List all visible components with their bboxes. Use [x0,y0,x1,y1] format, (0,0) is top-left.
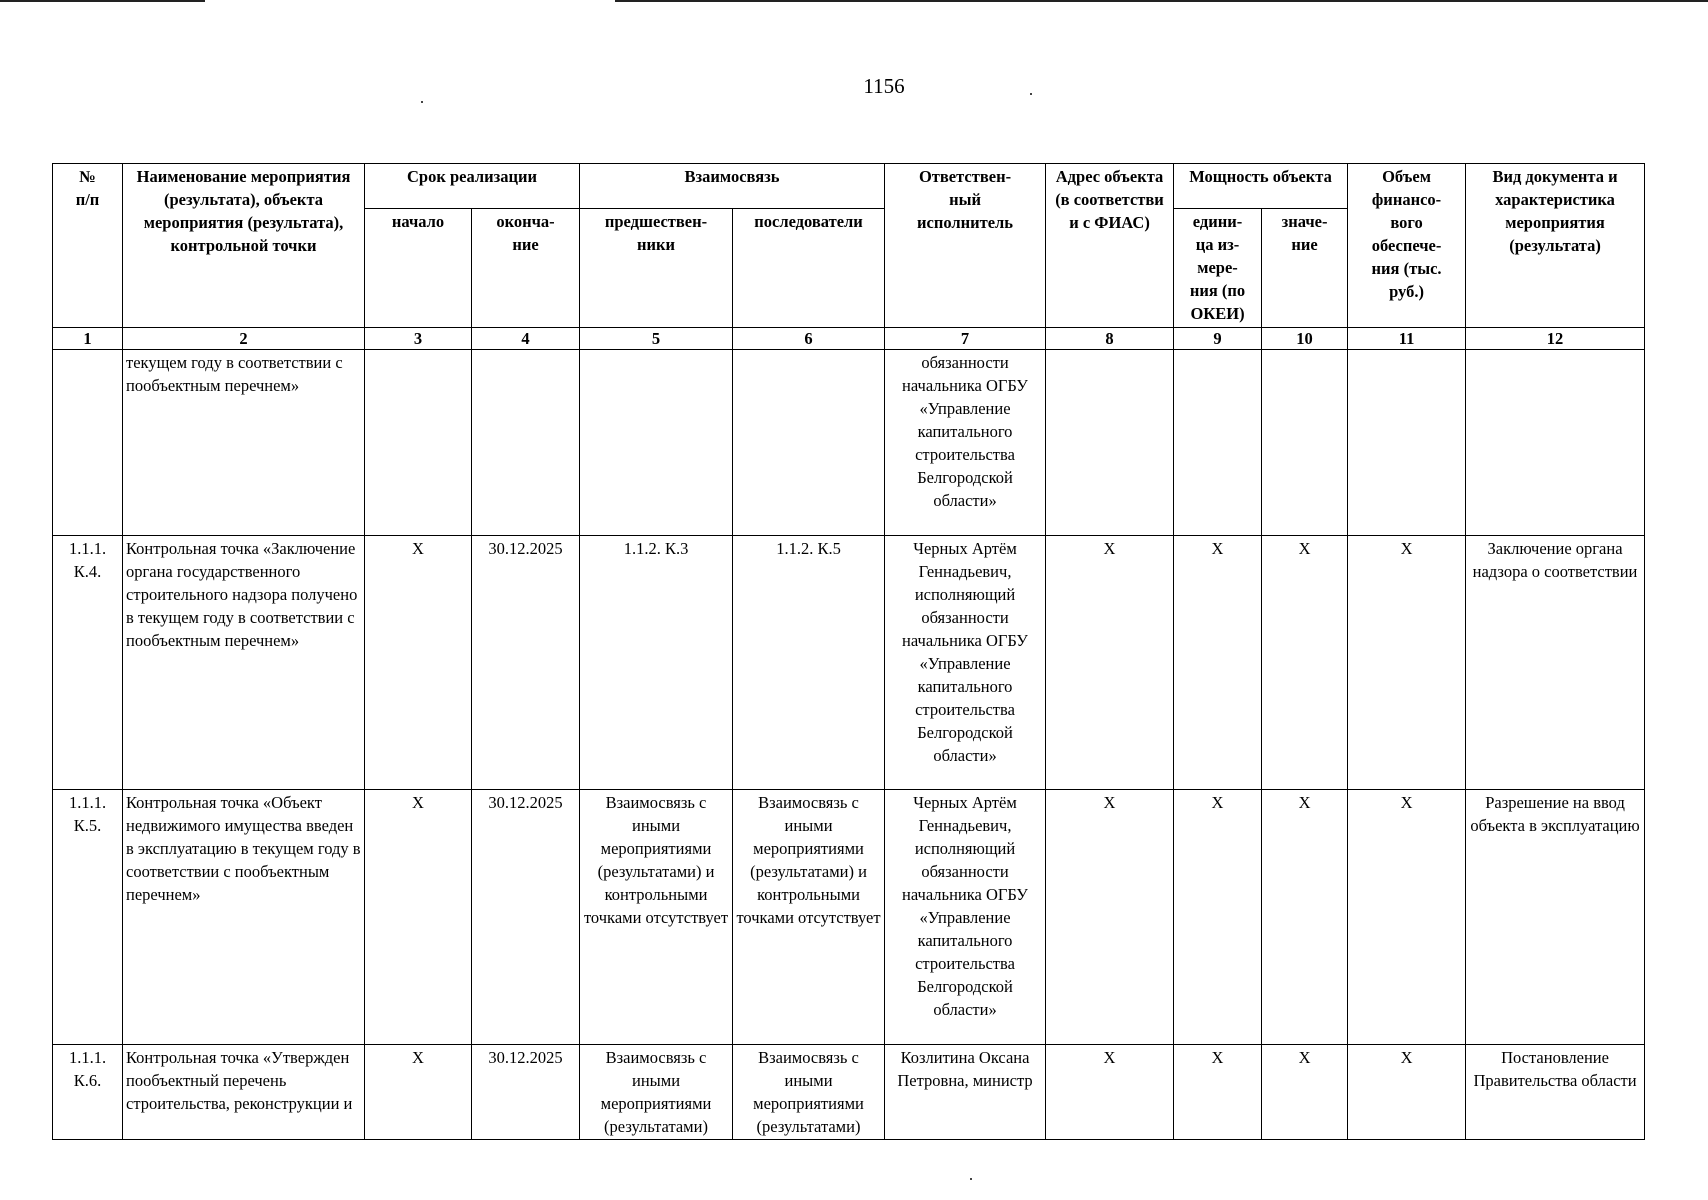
table-row [53,536,1645,790]
header-link-next: последователи [733,209,885,328]
col-number: 11 [1348,328,1466,350]
col-number: 5 [580,328,733,350]
row-number: 1.1.1. К.5. [53,790,123,1045]
header-term-start: начало [365,209,472,328]
row-value: X [1262,790,1348,1045]
table-row [53,790,1645,1045]
row-responsible: Козлитина Оксана Петровна, министр [885,1045,1046,1140]
row-name: Контрольная точка «Заключение органа государственного строительного надзора получено в текущем году в соответствии с пообъектным перечнем» [123,536,365,790]
row-next: Взаимосвязь с иными мероприятиями (результатами) [733,1045,885,1140]
col-number: 8 [1046,328,1174,350]
col-number: 2 [123,328,365,350]
row-name: Контрольная точка «Утвержден пообъектный перечень строительства, реконструкции и [123,1045,365,1140]
row-prev: Взаимосвязь с иными мероприятиями (результатами) [580,1045,733,1140]
row-number [53,350,123,536]
col-number: 4 [472,328,580,350]
row-address [1046,350,1174,536]
row-prev [580,350,733,536]
row-finance [1348,350,1466,536]
scan-edge-line-left [0,0,205,2]
header-name: Наименование мероприятия (результата), объекта мероприятия (результата), контрольной точки [123,164,365,328]
plan-table [52,163,1645,1140]
row-next: 1.1.2. К.5 [733,536,885,790]
row-responsible: обязанности начальника ОГБУ «Управление капитального строительства Белгородской области» [885,350,1046,536]
header-link-prev: предшествен- ники [580,209,733,328]
row-unit [1174,350,1262,536]
col-number: 1 [53,328,123,350]
row-start: X [365,1045,472,1140]
row-responsible: Черных Артём Геннадьевич, исполняющий обязанности начальника ОГБУ «Управление капитального строительства Белгородской области» [885,790,1046,1045]
row-doc: Заключение органа надзора о соответствии [1466,536,1645,790]
table-row [53,1045,1645,1140]
col-number: 10 [1262,328,1348,350]
header-num: № п/п [53,164,123,328]
row-start: X [365,536,472,790]
row-next: Взаимосвязь с иными мероприятиями (результатами) и контрольными точками отсутствует [733,790,885,1045]
header-term: Срок реализации [365,164,580,209]
row-name: текущем году в соответствии с пообъектным перечнем» [123,350,365,536]
row-address: X [1046,1045,1174,1140]
row-address: X [1046,790,1174,1045]
row-start [365,350,472,536]
row-value: X [1262,536,1348,790]
scan-speck [970,1178,972,1180]
col-number: 6 [733,328,885,350]
row-name: Контрольная точка «Объект недвижимого имущества введен в эксплуатацию в текущем году в соответствии с пообъектным перечнем» [123,790,365,1045]
row-address: X [1046,536,1174,790]
row-finance: X [1348,1045,1466,1140]
row-unit: X [1174,1045,1262,1140]
row-number: 1.1.1. К.6. [53,1045,123,1140]
header-capacity-value: значе- ние [1262,209,1348,328]
row-end: 30.12.2025 [472,1045,580,1140]
row-value [1262,350,1348,536]
column-numbers-row [53,328,1645,350]
col-number: 12 [1466,328,1645,350]
header-finance: Объем финансо- вого обеспече- ния (тыс. руб.) [1348,164,1466,328]
header-doc: Вид документа и характеристика мероприятия (результата) [1466,164,1645,328]
header-responsible: Ответствен- ный исполнитель [885,164,1046,328]
header-capacity: Мощность объекта [1174,164,1348,209]
row-finance: X [1348,790,1466,1045]
header-link: Взаимосвязь [580,164,885,209]
row-number: 1.1.1. К.4. [53,536,123,790]
header-term-end: оконча- ние [472,209,580,328]
row-end [472,350,580,536]
row-unit: X [1174,790,1262,1045]
row-doc: Разрешение на ввод объекта в эксплуатацию [1466,790,1645,1045]
header-address: Адрес объекта (в соответстви и с ФИАС) [1046,164,1174,328]
row-end: 30.12.2025 [472,536,580,790]
header-capacity-unit: едини- ца из- мере- ния (по ОКЕИ) [1174,209,1262,328]
row-unit: X [1174,536,1262,790]
row-finance: X [1348,536,1466,790]
row-value: X [1262,1045,1348,1140]
row-responsible: Черных Артём Геннадьевич, исполняющий обязанности начальника ОГБУ «Управление капитального строительства Белгородской области» [885,536,1046,790]
table-row [53,350,1645,536]
row-doc [1466,350,1645,536]
row-doc: Постановление Правительства области [1466,1045,1645,1140]
scan-speck [421,101,423,103]
scan-edge-line-right [615,0,1708,2]
row-start: X [365,790,472,1045]
page-number: 1156 [863,74,905,98]
row-prev: Взаимосвязь с иными мероприятиями (результатами) и контрольными точками отсутствует [580,790,733,1045]
row-prev: 1.1.2. К.3 [580,536,733,790]
row-next [733,350,885,536]
row-end: 30.12.2025 [472,790,580,1045]
col-number: 3 [365,328,472,350]
col-number: 9 [1174,328,1262,350]
col-number: 7 [885,328,1046,350]
